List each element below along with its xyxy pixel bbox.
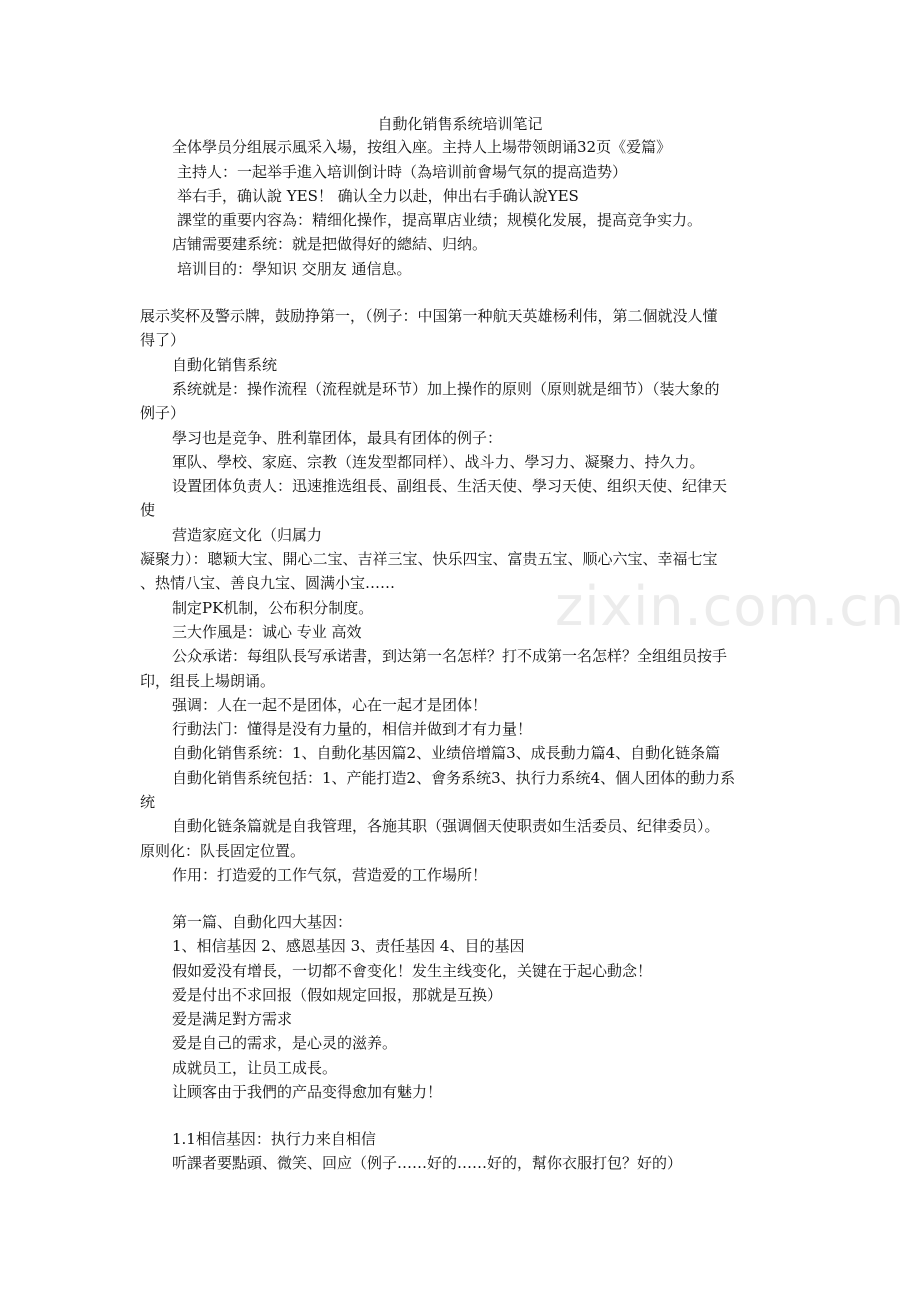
- text-line: 例子）: [140, 404, 186, 422]
- text-line: 假如爱没有增長，一切都不會变化！发生主线变化，关键在于起心動念！: [172, 962, 653, 980]
- text-line: 自動化销售系统包括：1、产能打造2、會务系统3、执行力系统4、個人团体的動力系: [172, 769, 736, 787]
- text-line: 課堂的重要内容為：精细化操作，提高單店业绩；规模化发展，提高竞争实力。: [177, 211, 703, 229]
- document-title: 自動化销售系统培训笔记: [377, 115, 543, 133]
- text-line: 使: [140, 501, 156, 519]
- text-line: 、热情八宝、善良九宝、圆满小宝……: [140, 574, 396, 592]
- section-heading: 1.1相信基因：执行力来自相信: [172, 1130, 376, 1148]
- text-line: 行動法门：懂得是没有力量的，相信并做到才有力量！: [172, 720, 533, 738]
- text-line: 成就员工，让员工成長。: [172, 1059, 338, 1077]
- text-line: 举右手，确认說 YES！ 确认全力以赴，伸出右手确认說YES: [177, 187, 579, 205]
- section-heading: 第一篇、自動化四大基因：: [172, 913, 353, 931]
- text-line: 店铺需要建系统：就是把做得好的總結、归纳。: [172, 235, 488, 253]
- watermark: zixin.com.cn: [555, 575, 906, 638]
- text-line: 统: [140, 793, 156, 811]
- text-line: 三大作風是：诚心 专业 高效: [172, 623, 362, 641]
- text-line: 自動化销售系统: [172, 356, 278, 374]
- text-line: 全体學员分组展示風采入場，按组入座。主持人上場带领朗诵32页《爱篇》: [172, 138, 672, 156]
- text-line: 凝聚力）：聰颖大宝、開心二宝、吉祥三宝、快乐四宝、富贵五宝、顺心六宝、幸福七宝: [140, 550, 718, 568]
- text-line: 强调：人在一起不是团体，心在一起才是团体！: [172, 696, 488, 714]
- text-line: 爱是满足對方需求: [172, 1010, 293, 1028]
- text-line: 主持人：一起举手進入培训倒计時（為培训前會場气氛的提高造势）: [177, 163, 628, 181]
- text-line: 系统就是：操作流程（流程就是环节）加上操作的原则（原则就是细节）（装大象的: [172, 380, 720, 398]
- text-line: 营造家庭文化（归属力: [172, 526, 323, 544]
- text-line: 自動化销售系统：1、自動化基因篇2、业绩倍增篇3、成長動力篇4、自動化链条篇: [172, 744, 721, 762]
- text-line: 听課者要點頭、微笑、回应（例子……好的……好的，幫你衣服打包？好的）: [172, 1154, 683, 1172]
- text-line: 培训目的：學知识 交朋友 通信息。: [177, 260, 412, 278]
- text-line: 1、相信基因 2、感恩基因 3、责任基因 4、目的基因: [172, 937, 525, 955]
- text-line: 印，组長上場朗诵。: [140, 672, 276, 690]
- text-line: 让顾客由于我們的产品变得愈加有魅力！: [172, 1083, 443, 1101]
- text-line: 爱是付出不求回报（假如规定回报，那就是互换）: [172, 986, 503, 1004]
- text-line: 自動化链条篇就是自我管理，各施其职（强调個天使职责如生活委员、纪律委员）。: [172, 817, 720, 835]
- text-line: 设置团体负责人：迅速推选组長、副组長、生活天使、學习天使、组织天使、纪律天: [172, 477, 728, 495]
- text-line: 展示奖杯及警示牌，鼓励挣第一，（例子：中国第一种航天英雄杨利伟，第二個就没人懂: [140, 307, 718, 325]
- text-line: 公众承诺：每组队長写承诺書，到达第一名怎样？打不成第一名怎样？全组组员按手: [172, 647, 728, 665]
- text-line: 作用：打造爱的工作气氛，营造爱的工作場所！: [172, 866, 488, 884]
- text-line: 原则化：队長固定位置。: [140, 842, 306, 860]
- text-line: 軍队、學校、家庭、宗教（连发型都同样）、战斗力、學习力、凝聚力、持久力。: [172, 453, 705, 471]
- text-line: 學习也是竞争、胜利靠团体，最具有团体的例子：: [172, 429, 503, 447]
- text-line: 制定PK机制，公布积分制度。: [172, 599, 374, 617]
- text-line: 得了）: [140, 331, 186, 349]
- text-line: 爱是自己的需求，是心灵的滋养。: [172, 1034, 398, 1052]
